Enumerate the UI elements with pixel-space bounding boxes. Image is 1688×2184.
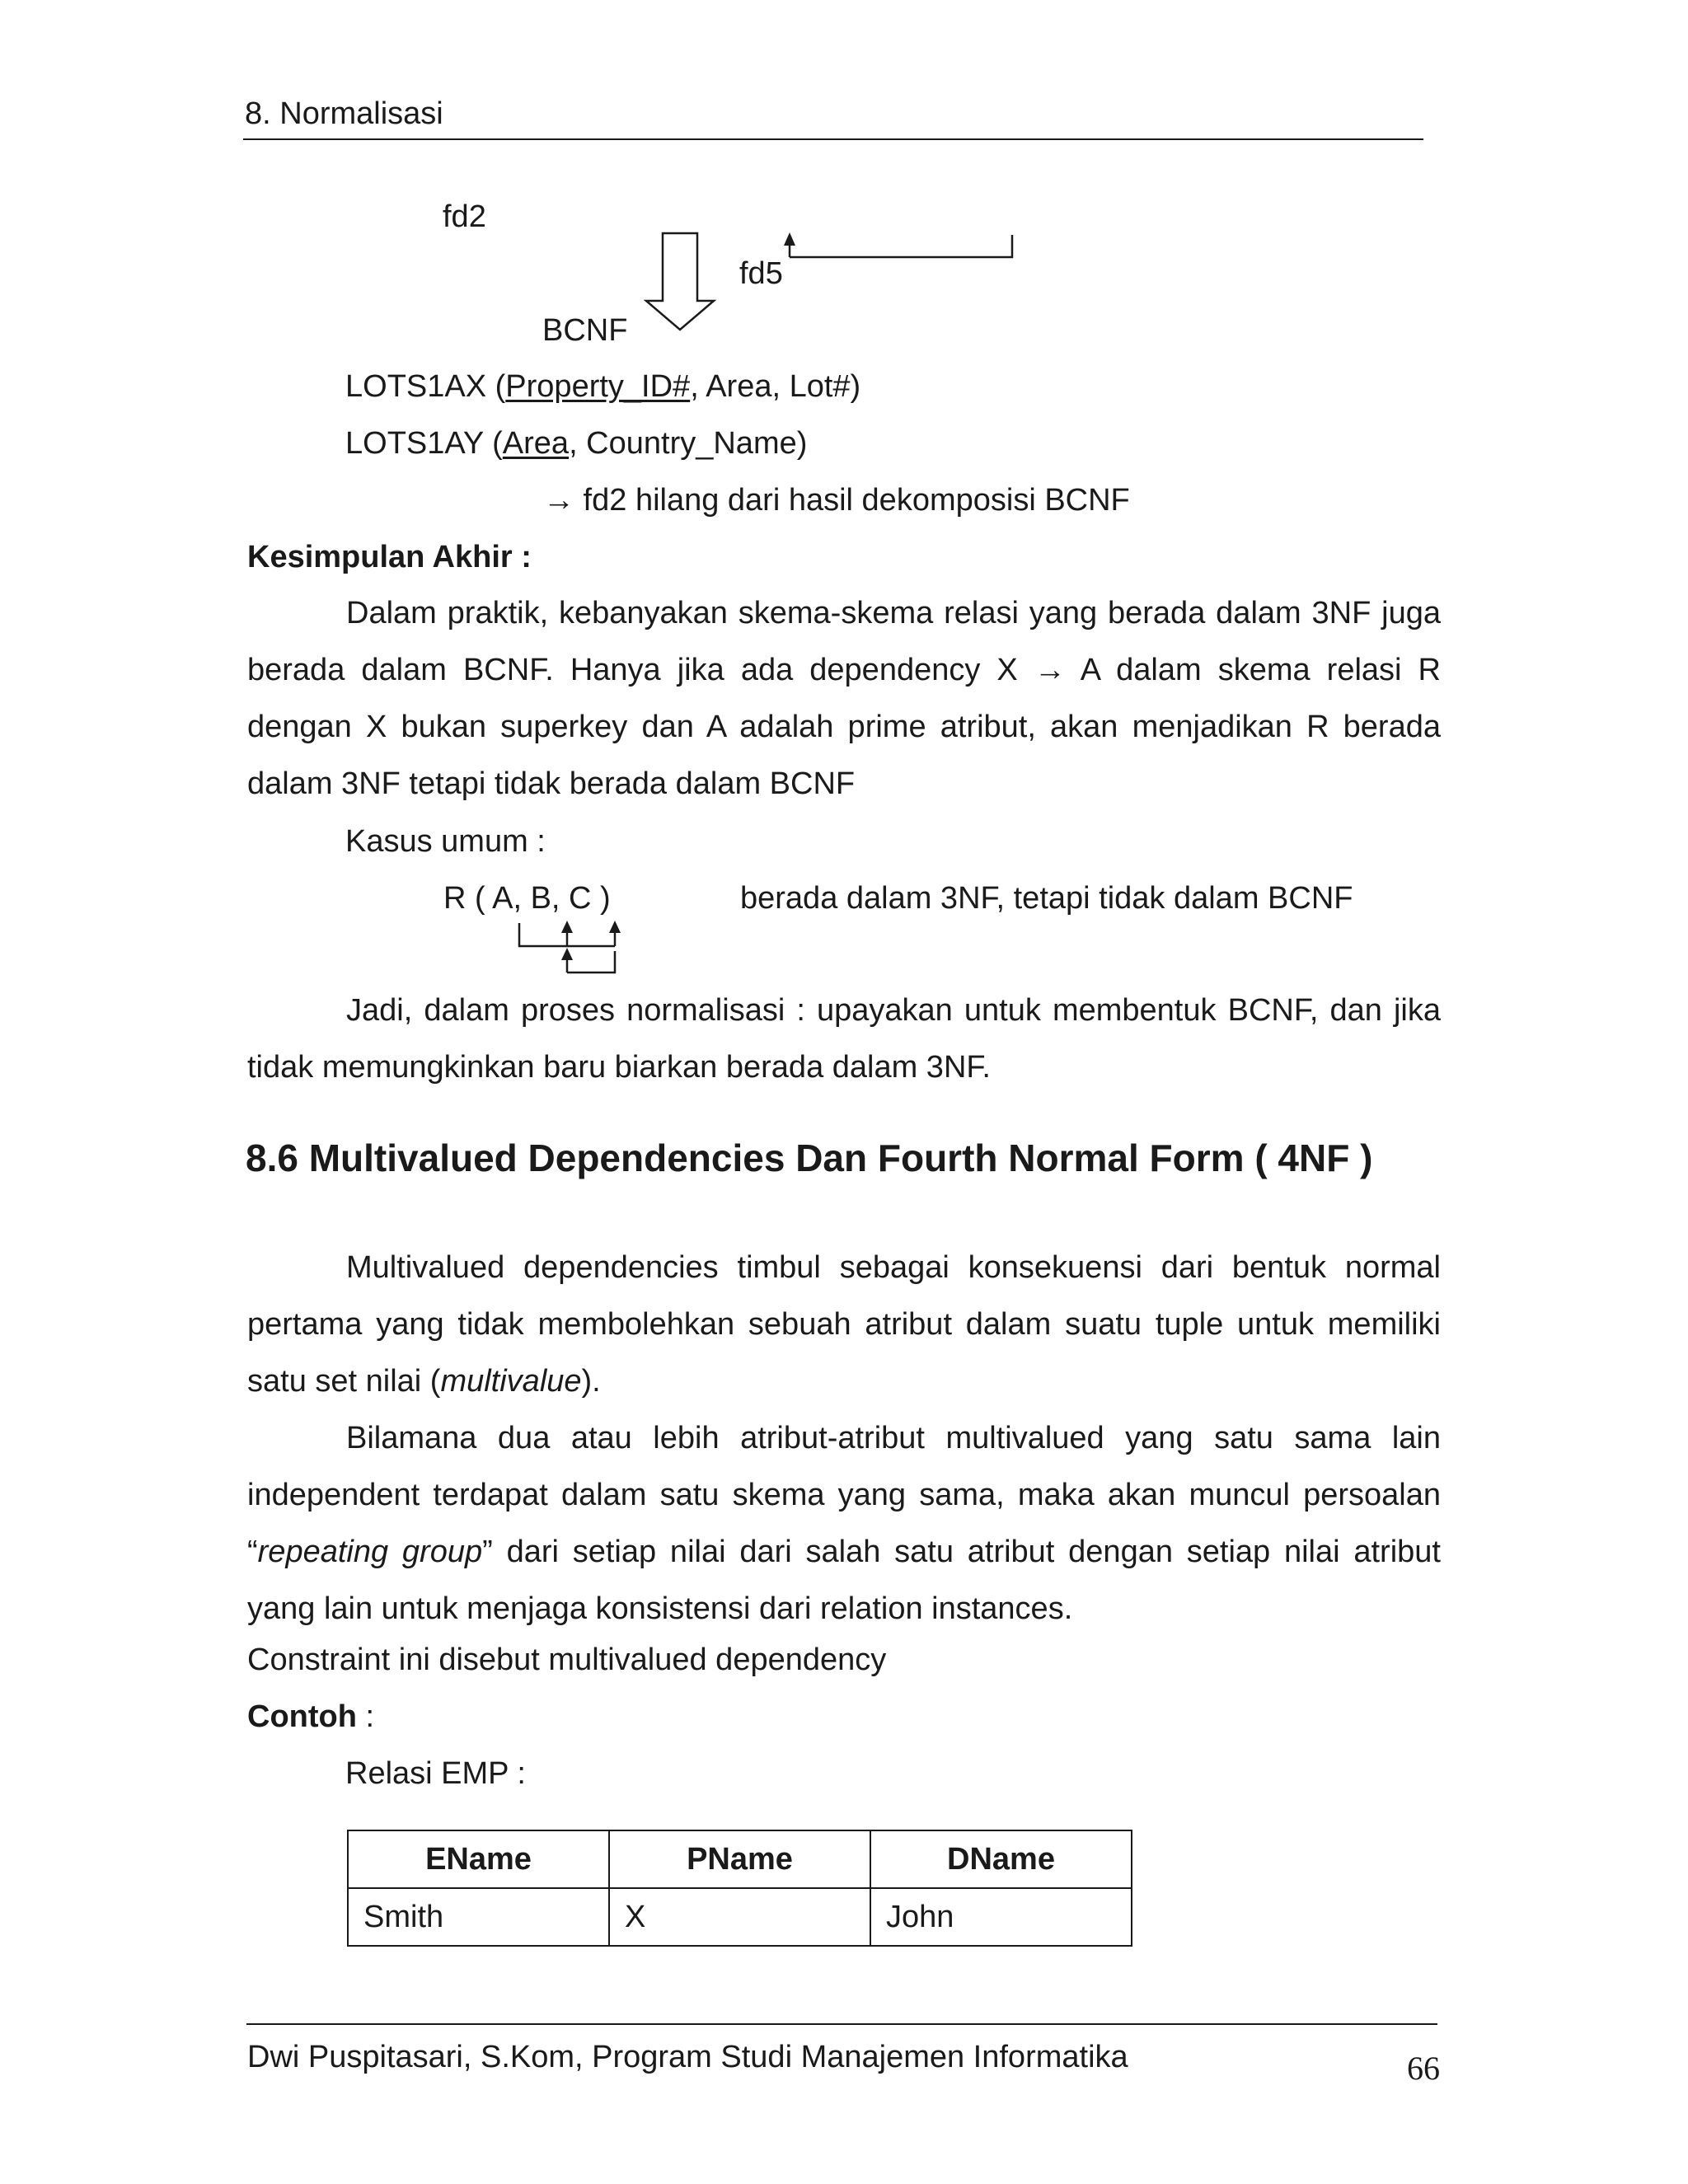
conclusion-heading: Kesimpulan Akhir : [247,540,532,574]
case-relation: R ( A, B, C ) [443,881,611,916]
label-fd2: fd2 [443,199,486,234]
table-header-row [348,1830,1132,1888]
up-arrowhead-icon [561,948,573,960]
header-pname: PName [609,1830,870,1888]
table-row [348,1888,1132,1946]
header-ename: EName [348,1830,609,1888]
relation-lots1ay: LOTS1AY (Area, Country_Name) [345,426,808,461]
cell-dname: John [870,1888,1132,1946]
case-note: berada dalam 3NF, tetapi tidak dalam BCNF [740,881,1353,916]
down-arrow-icon [646,233,714,330]
example-heading: Contoh : [247,1699,375,1734]
label-bcnf: BCNF [542,313,628,348]
up-arrowhead-icon [784,232,795,246]
footer-rule [246,2023,1437,2025]
up-arrowhead-icon [561,921,573,933]
section-paragraph-1: Multivalued dependencies timbul sebagai konsekuensi dari bentuk normal pertama yang tidak membolehkan sebuah atribut dalam suatu tuple untuk memiliki satu set nilai (multivalue). [247,1250,1441,1399]
decomposition-note: → fd2 hilang dari hasil dekomposisi BCNF [543,483,1130,518]
label-fd5: fd5 [739,256,783,291]
dependency-arrows [495,915,659,981]
section-paragraph-2: Bilamana dua atau lebih atribut-atribut multivalued yang satu sama lain independent terdapat dalam satu skema yang sama, maka akan muncul persoalan “repeating group” dari setiap nilai dari salah satu atribut dengan setiap nilai atribut yang lain untuk menjaga konsistensi dari relation instances. [247,1421,1441,1626]
emp-table [347,1830,1132,1947]
footer-author: Dwi Puspitasari, S.Kom, Program Studi Manajemen Informatika [247,2040,1128,2074]
page-number: 66 [1407,2050,1440,2087]
cell-pname: X [609,1888,870,1946]
primary-key-area: Area [502,426,570,461]
case-label: Kasus umum : [345,824,546,859]
section-title: 8.6 Multivalued Dependencies Dan Fourth Normal Form ( 4NF ) [246,1137,1373,1179]
summary-paragraph: Jadi, dalam proses normalisasi : upayakan untuk membentuk BCNF, dan jika tidak memungkinkan baru biarkan berada dalam 3NF. [247,993,1441,1085]
section-paragraph-2-last: Constraint ini disebut multivalued dependency [247,1643,887,1677]
up-arrowhead-icon [609,921,621,933]
primary-key-property-id: Property_ID# [505,369,691,404]
fd5-bracket [790,235,1012,257]
relation-lots1ax: LOTS1AX (Property_ID#, Area, Lot#) [345,369,861,404]
relation-emp-label: Relasi EMP : [345,1756,526,1791]
cell-ename: Smith [348,1888,609,1946]
conclusion-paragraph: Dalam praktik, kebanyakan skema-skema relasi yang berada dalam 3NF juga berada dalam BCNF. Hanya jika ada dependency X → A dalam skema relasi R dengan X bukan superkey dan A adalah prime atribut, akan menjadikan R berada dalam 3NF tetapi tidak berada dalam BCNF [247,596,1441,801]
header-dname: DName [870,1830,1132,1888]
running-header: 8. Normalisasi [245,96,443,131]
decomposition-diagram [0,0,1688,396]
